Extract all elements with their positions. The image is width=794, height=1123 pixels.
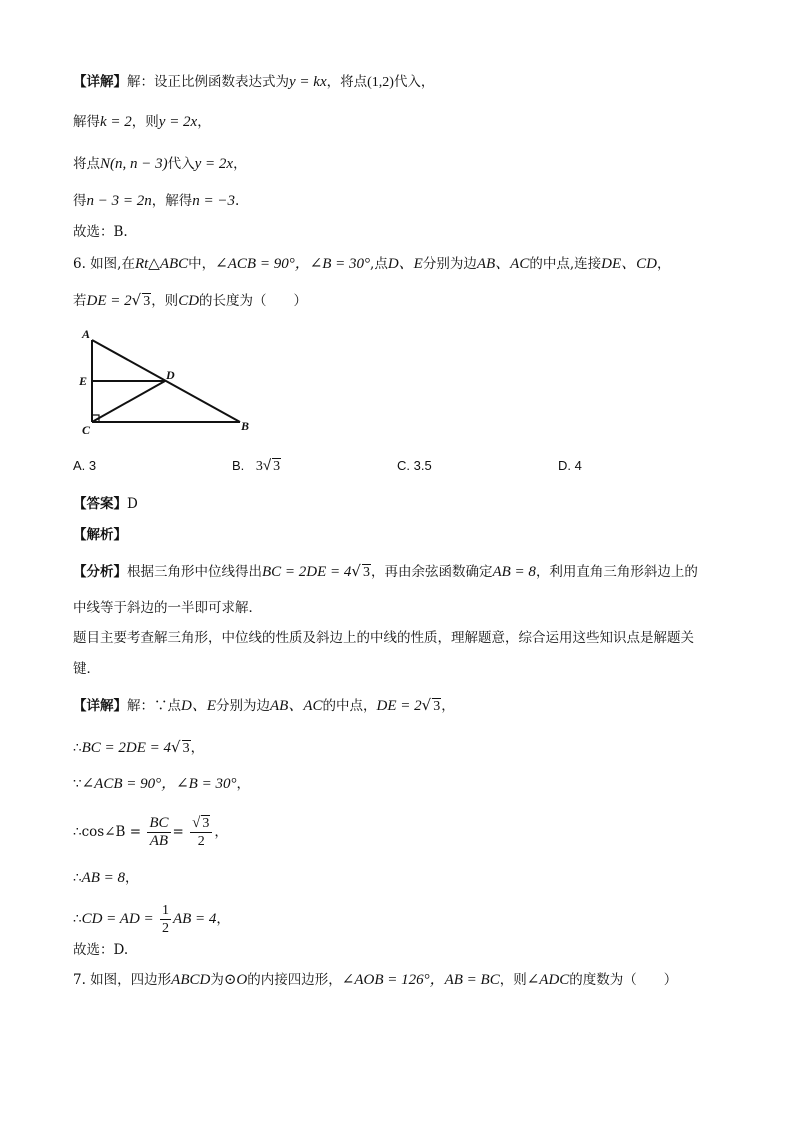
q6-detail-line1 — [73, 695, 455, 716]
text: 6. 如图,在 — [73, 256, 135, 272]
radical-sign: √ — [192, 815, 201, 831]
equation: CD = AD = — [81, 911, 154, 927]
radicand: 3 — [202, 816, 210, 831]
denominator: AB — [149, 833, 169, 849]
q6-detail-line4 — [73, 815, 228, 850]
q6-summary-line2: 键． — [73, 661, 100, 677]
equation: y = 2x — [158, 114, 198, 130]
q6-answer-line — [73, 494, 138, 514]
equation: DE = 2 — [86, 293, 132, 309]
equation: AB = 4 — [172, 911, 217, 927]
text: ， — [233, 156, 247, 172]
circle: ⊙O — [223, 972, 248, 988]
detail-tag: 【详解】 — [73, 74, 127, 90]
prev-detail-line2 — [73, 112, 211, 132]
text: ，则 — [151, 293, 179, 309]
denominator: 2 — [161, 921, 169, 936]
label-b: B — [241, 419, 250, 433]
radical-sign: √ — [171, 738, 181, 756]
segment: CD — [178, 293, 200, 309]
detail-tag: 【详解】 — [73, 698, 127, 714]
text: ∴cos∠B = — [73, 824, 142, 840]
q6-answer-final: 故选：D. — [73, 942, 129, 958]
text: 得 — [73, 193, 87, 209]
fraction-bc-ab — [147, 815, 170, 850]
label-a: A — [82, 327, 91, 341]
text: ，则 — [499, 972, 527, 988]
radical-sign: √ — [421, 696, 432, 714]
option-d[interactable]: D. 4 — [558, 458, 582, 473]
text: 的中点， — [322, 698, 377, 714]
text: ， — [216, 911, 230, 927]
label-e: E — [79, 374, 88, 388]
quadrilateral: ABCD — [171, 972, 211, 988]
segment-cd — [92, 381, 165, 422]
text: ∵ — [73, 776, 82, 792]
option-b-radicand: 3 — [273, 459, 281, 474]
triangle: Rt△ABC — [134, 256, 189, 272]
radical-sign: √ — [131, 291, 142, 309]
radicand: 3 — [182, 741, 190, 756]
text: ， — [236, 776, 250, 792]
text: ，解得 — [151, 193, 193, 209]
equation: n − 3 = 2n — [86, 193, 152, 209]
text: 中， — [188, 256, 216, 272]
text: ,点 — [370, 256, 388, 272]
option-b-coef: 3 — [255, 459, 263, 474]
equation: BC = 2DE = 4 — [262, 564, 352, 580]
option-c[interactable]: C. 3.5 — [397, 458, 432, 473]
numerator: BC — [149, 815, 169, 831]
text: ∴ — [73, 870, 82, 886]
text: 解：设正比例函数表达式为 — [127, 74, 289, 90]
q6-detail-line3 — [73, 774, 250, 794]
text: 解得 — [73, 114, 100, 130]
radicand: 3 — [143, 294, 151, 309]
text: ，则 — [131, 114, 159, 130]
angle: ∠ADC — [526, 972, 570, 988]
equation: ∠ACB = 90°，∠B = 30° — [81, 776, 237, 792]
q6-detail-line2 — [73, 737, 204, 758]
fraction-root3-2 — [190, 815, 212, 850]
points: D、E — [181, 698, 216, 714]
radical-sign: √ — [262, 457, 272, 474]
numerator: 1 — [161, 903, 169, 918]
text: ， — [125, 870, 139, 886]
text: 的度数为（ ） — [569, 972, 678, 988]
text: ， — [197, 114, 211, 130]
equation: BC = 2DE = 4 — [81, 740, 172, 756]
text: ， — [441, 698, 455, 714]
denominator: 2 — [197, 834, 205, 849]
option-a[interactable]: A. 3 — [73, 458, 97, 473]
radical-sign: √ — [351, 562, 361, 580]
prev-detail-line1 — [73, 72, 434, 93]
text: ∴ — [73, 740, 82, 756]
fraction-one-half — [160, 902, 171, 937]
prev-detail-line4 — [73, 191, 239, 211]
q6-fenxi-line2: 中线等于斜边的一半即可求解． — [73, 600, 262, 616]
radicand: 3 — [362, 565, 370, 580]
text: 的内接四边形， — [247, 972, 342, 988]
text: 解：∵点 — [127, 698, 181, 714]
option-b-label: B. — [232, 458, 245, 473]
equation: k = 2 — [100, 114, 132, 130]
text: 的长度为（ ） — [199, 293, 308, 309]
equation: DE = 2 — [376, 698, 422, 714]
text: 若 — [73, 293, 87, 309]
text: ， — [190, 740, 205, 756]
text: 的中点,连接 — [529, 256, 602, 272]
segments: DE、CD — [601, 256, 657, 272]
text: ，利用直角三角形斜边上的 — [535, 564, 698, 580]
sides: AB、AC — [476, 256, 530, 272]
text: 代入， — [393, 74, 435, 90]
q6-stem-line2 — [73, 290, 307, 311]
text: ， — [214, 824, 228, 840]
text: 为 — [210, 972, 224, 988]
angles: ∠ACB = 90°，∠B = 30° — [215, 256, 371, 272]
text: 7. 如图，四边形 — [73, 972, 172, 988]
option-b[interactable] — [232, 456, 281, 477]
text: 根据三角形中位线得出 — [127, 564, 262, 580]
q6-analysis-tag — [73, 525, 127, 545]
label-c: C — [82, 423, 91, 437]
q7-stem — [73, 970, 677, 990]
point: (1,2) — [367, 75, 394, 90]
equals: = — [172, 824, 184, 840]
equation: y = 2x — [194, 156, 234, 172]
text: 分别为边 — [216, 698, 270, 714]
q6-detail-line6 — [73, 902, 230, 937]
text: ∴ — [73, 911, 82, 927]
condition: ∠AOB = 126°，AB = BC — [341, 972, 500, 988]
equation: AB = 8 — [81, 870, 126, 886]
q6-stem-line1 — [73, 254, 670, 274]
q6-fenxi-line1 — [73, 561, 698, 582]
prev-detail-line3 — [73, 154, 247, 174]
answer-tag: 【答案】 — [73, 496, 127, 512]
text: 将点 — [73, 156, 100, 172]
point: N(n, n − 3) — [100, 156, 168, 172]
text: ， — [656, 256, 671, 272]
label-d: D — [166, 368, 175, 382]
radicand: 3 — [433, 699, 441, 714]
equation: y = kx — [289, 74, 327, 90]
equation: AB = 8 — [492, 564, 536, 580]
q6-summary-line1: 题目主要考查解三角形，中位线的性质及斜边上的中线的性质，理解题意，综合运用这些知识点是解题关 — [73, 630, 694, 646]
text: . — [235, 193, 240, 209]
triangle-figure — [73, 326, 263, 438]
q6-detail-line5 — [73, 868, 139, 888]
text: ，再由余弦函数确定 — [370, 564, 493, 580]
text: ，将点 — [326, 74, 368, 90]
answer-value: D — [127, 496, 138, 512]
text: 代入 — [167, 156, 195, 172]
text: 分别为边 — [422, 256, 477, 272]
equation: n = −3 — [192, 193, 235, 209]
prev-answer-line: 故选：B. — [73, 224, 128, 240]
sides: AB、AC — [270, 698, 323, 714]
points: D、E — [387, 256, 423, 272]
analysis-tag: 【解析】 — [73, 527, 127, 543]
fenxi-tag: 【分析】 — [73, 564, 127, 580]
